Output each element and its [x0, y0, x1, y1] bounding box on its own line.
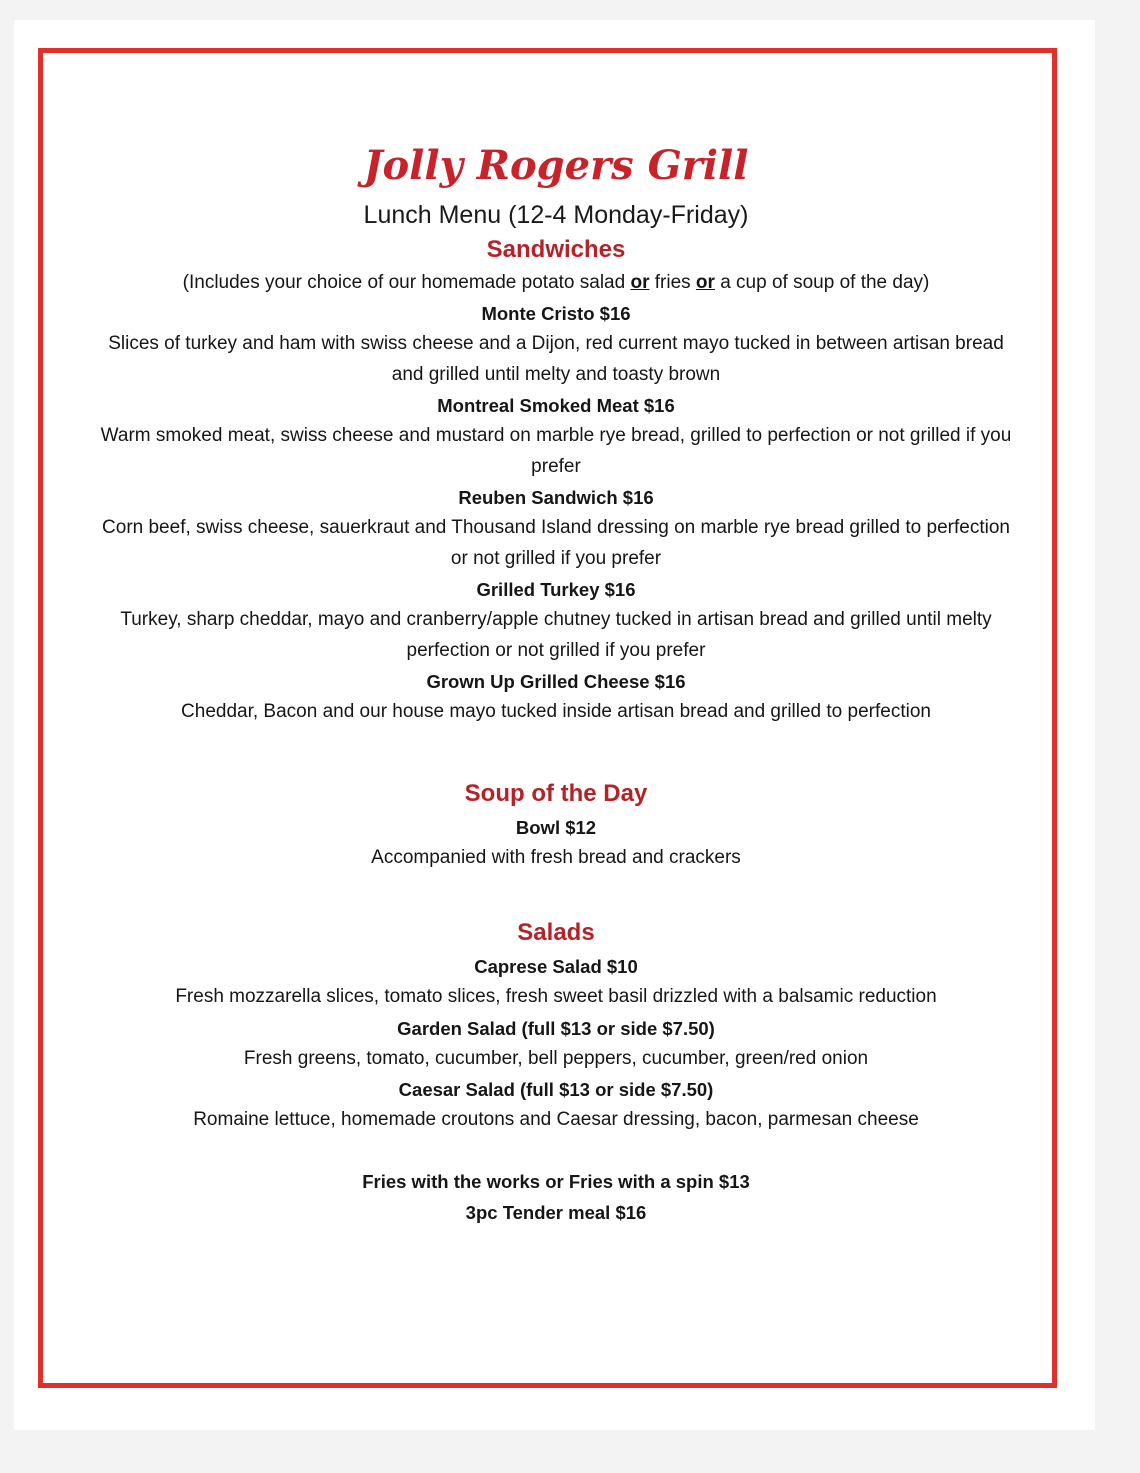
- sandwiches-sides-note: [100, 268, 1012, 298]
- menu-item-description: Fresh greens, tomato, cucumber, bell peppers, cucumber, green/red onion: [243, 1047, 869, 1069]
- menu-item-name: Grown Up Grilled Cheese $16: [426, 671, 686, 692]
- menu-subtitle: Lunch Menu (12-4 Monday-Friday): [363, 201, 749, 229]
- section-heading-soup: Soup of the Day: [464, 779, 648, 807]
- menu-content: [100, 138, 1012, 1228]
- note-text: fries: [649, 272, 696, 293]
- restaurant-title: Jolly Rogers Grill: [363, 142, 749, 189]
- menu-item-name: Grilled Turkey $16: [476, 579, 636, 600]
- section-spacer: [100, 1136, 1012, 1166]
- menu-item-description: Cheddar, Bacon and our house mayo tucked inside artisan bread and grilled to perfection: [181, 701, 931, 722]
- note-text: (Includes your choice of our homemade potato salad: [182, 272, 631, 293]
- menu-item-name: Caesar Salad (full $13 or side $7.50): [398, 1079, 714, 1100]
- menu-item-name: Bowl $12: [515, 816, 597, 838]
- menu-item-name: Garden Salad (full $13 or side $7.50): [397, 1017, 715, 1039]
- menu-item-description: Fresh mozzarella slices, tomato slices, fresh sweet basil drizzled with a balsamic reduction: [175, 986, 937, 1007]
- note-or-emphasis: or: [695, 272, 715, 293]
- menu-item-description: Slices of turkey and ham with swiss cheese and a Dijon, red current mayo tucked in between artisan bread and grilled until melty and toasty brown: [108, 333, 1004, 385]
- note-text: a cup of soup of the day): [714, 272, 930, 293]
- menu-item-description: Accompanied with fresh bread and crackers: [371, 846, 741, 868]
- menu-extra-item: 3pc Tender meal $16: [465, 1201, 647, 1223]
- menu-item-description: Corn beef, swiss cheese, sauerkraut and Thousand Island dressing on marble rye bread grilled to perfection or not grilled if you prefer: [102, 517, 1010, 569]
- note-or-emphasis: or: [630, 272, 650, 293]
- section-heading-salads: Salads: [517, 919, 595, 946]
- menu-item-description: Warm smoked meat, swiss cheese and mustard on marble rye bread, grilled to perfection or not grilled if you prefer: [100, 425, 1012, 477]
- section-spacer: [100, 728, 1012, 776]
- menu-item-name: Caprese Salad $10: [474, 956, 638, 977]
- menu-extra-item: Fries with the works or Fries with a spin $13: [362, 1170, 750, 1192]
- section-heading-sandwiches: Sandwiches: [486, 236, 626, 263]
- menu-item-name: Montreal Smoked Meat $16: [437, 395, 675, 416]
- menu-item-name: Reuben Sandwich $16: [458, 487, 654, 508]
- section-spacer: [100, 873, 1012, 915]
- menu-item-description: Turkey, sharp cheddar, mayo and cranberry/apple chutney tucked in artisan bread and grilled until melty perfection or not grilled if you prefer: [120, 609, 992, 661]
- menu-item-description: Romaine lettuce, homemade croutons and Caesar dressing, bacon, parmesan cheese: [193, 1109, 919, 1130]
- menu-item-name: Monte Cristo $16: [481, 303, 631, 324]
